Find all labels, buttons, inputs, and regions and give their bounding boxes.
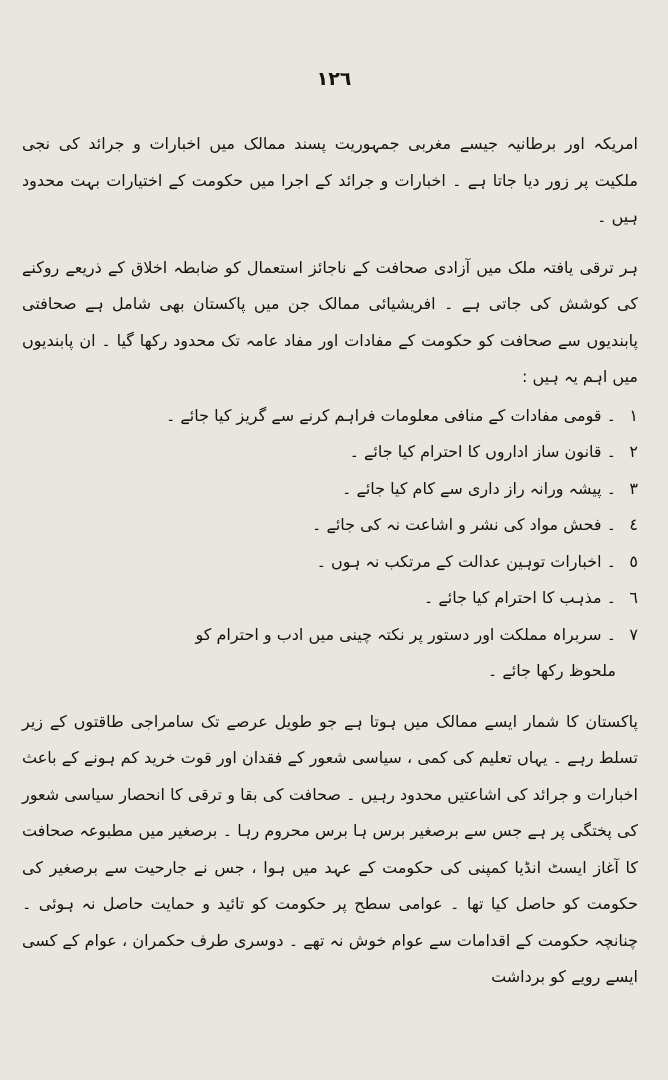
list-item	[22, 617, 638, 690]
list-item-text: ۔ مذہب کا احترام کیا جائے ۔	[423, 588, 616, 607]
list-item-text: ۔ اخبارات توہین عدالت کے مرتکب نہ ہوں ۔	[316, 551, 616, 571]
list-item-continuation: ملحوظ رکھا جائے ۔	[487, 661, 616, 680]
list-item-number: ٥	[629, 551, 638, 571]
list-item	[22, 544, 638, 581]
list-item	[22, 434, 638, 471]
paragraph-pakistan-history: پاکستان کا شمار ایسے ممالک میں ہوتا ہے جو طویل عرصے تک سامراجی طاقتوں کے زیر تسلط رہے ۔ یہاں تعلیم کی کمی ، سیاسی شعور کے فقدان اور قوت خرید کم ہونے کے باعث اخبارات و جرائد کی اشاعتیں محدود رہیں ۔ صحافت کی بقا و ترقی کا انحصار سیاسی شعور کی پختگی پر ہے جس سے برصغیر برس ہا برس محروم رہا ۔ برصغیر میں مطبوعہ صحافت کا آغاز ایسٹ انڈیا کمپنی کی حکومت کے عہد میں ہوا ، جس نے جارحیت سے برصغیر کی حکومت کو حاصل کیا تھا ۔ عوامی سطح پر حکومت کو تائید و حمایت حاصل نہ ہوئی ۔ چنانچہ حکومت کے اقدامات سے عوام خوش نہ تھے ۔ دوسری طرف حکمران ، عوام کے کسی ایسے رویے کو برداشت	[22, 711, 638, 986]
list-item-text: ۔ قانون ساز اداروں کا احترام کیا جائے ۔	[349, 442, 616, 461]
list-item-number: ٦	[629, 588, 638, 607]
list-item-number: ١	[629, 405, 638, 425]
page-number: ١٢٦	[316, 68, 352, 90]
list-item-text: ۔ فحش مواد کی نشر و اشاعت نہ کی جائے ۔	[312, 515, 616, 534]
list-item-text: ۔ قومی مفادات کے منافی معلومات فراہم کرنے سے گریز کیا جائے ۔	[165, 405, 616, 425]
list-item	[22, 471, 638, 508]
list-item-text: ۔ پیشہ ورانہ راز داری سے کام کیا جائے ۔	[342, 478, 616, 498]
paragraph-code-of-ethics: ہر ترقی یافتہ ملک میں آزادی صحافت کے ناجائز استعمال کو ضابطہ اخلاق کے ذریعے روکنے کی کوشش کی جاتی ہے ۔ افریشیائی ممالک جن میں پاکستان بھی شامل ہے صحافتی پابندیوں سے صحافت کو حکومت کے مفادات اور مفاد عامہ تک محدود رکھا گیا ۔ ان پابندیوں میں اہم یہ ہیں :	[22, 257, 638, 386]
list-item	[22, 398, 638, 435]
list-item-number: ٣	[629, 478, 638, 498]
restrictions-list	[22, 398, 638, 690]
list-item	[22, 580, 638, 617]
list-item-number: ٧	[629, 624, 638, 644]
list-item-text: ۔ سربراہ مملکت اور دستور پر نکتہ چینی میں ادب و احترام کو	[195, 624, 616, 644]
list-item	[22, 507, 638, 544]
list-item-number: ٢	[629, 442, 638, 461]
list-item-number: ٤	[629, 515, 638, 534]
body-text	[22, 126, 638, 996]
paragraph-intro: امریکہ اور برطانیہ جیسے مغربی جمہوریت پسند ممالک میں اخبارات و جرائد کی نجی ملکیت پر زور دیا جاتا ہے ۔ اخبارات و جرائد کے اجرا میں حکومت کے اختیارات بہت محدود ہیں ۔	[22, 134, 638, 226]
